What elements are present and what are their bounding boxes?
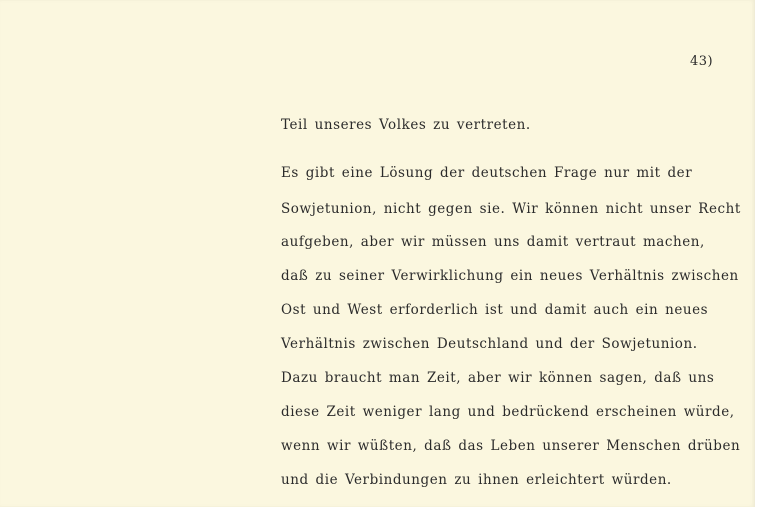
- text-line: und die Verbindungen zu ihnen erleichtert würden.: [281, 472, 672, 488]
- text-line: Verhältnis zwischen Deutschland und der Sowjetunion.: [281, 336, 698, 352]
- text-line: wenn wir wüßten, daß das Leben unserer Menschen drüben: [281, 438, 741, 454]
- text-line: aufgeben, aber wir müssen uns damit vertraut machen,: [281, 234, 705, 250]
- text-line: Teil unseres Volkes zu vertreten.: [281, 117, 531, 133]
- text-line: Ost und West erforderlich ist und damit auch ein neues: [281, 302, 709, 318]
- page-number: 43): [690, 54, 714, 69]
- text-line: Es gibt eine Lösung der deutschen Frage nur mit der: [281, 165, 693, 181]
- text-line: daß zu seiner Verwirklichung ein neues Verhältnis zwischen: [281, 268, 739, 284]
- text-line: diese Zeit weniger lang und bedrückend erscheinen würde,: [281, 404, 735, 420]
- text-line: Sowjetunion, nicht gegen sie. Wir können nicht unser Recht: [281, 201, 741, 217]
- text-line: Dazu braucht man Zeit, aber wir können sagen, daß uns: [281, 370, 715, 386]
